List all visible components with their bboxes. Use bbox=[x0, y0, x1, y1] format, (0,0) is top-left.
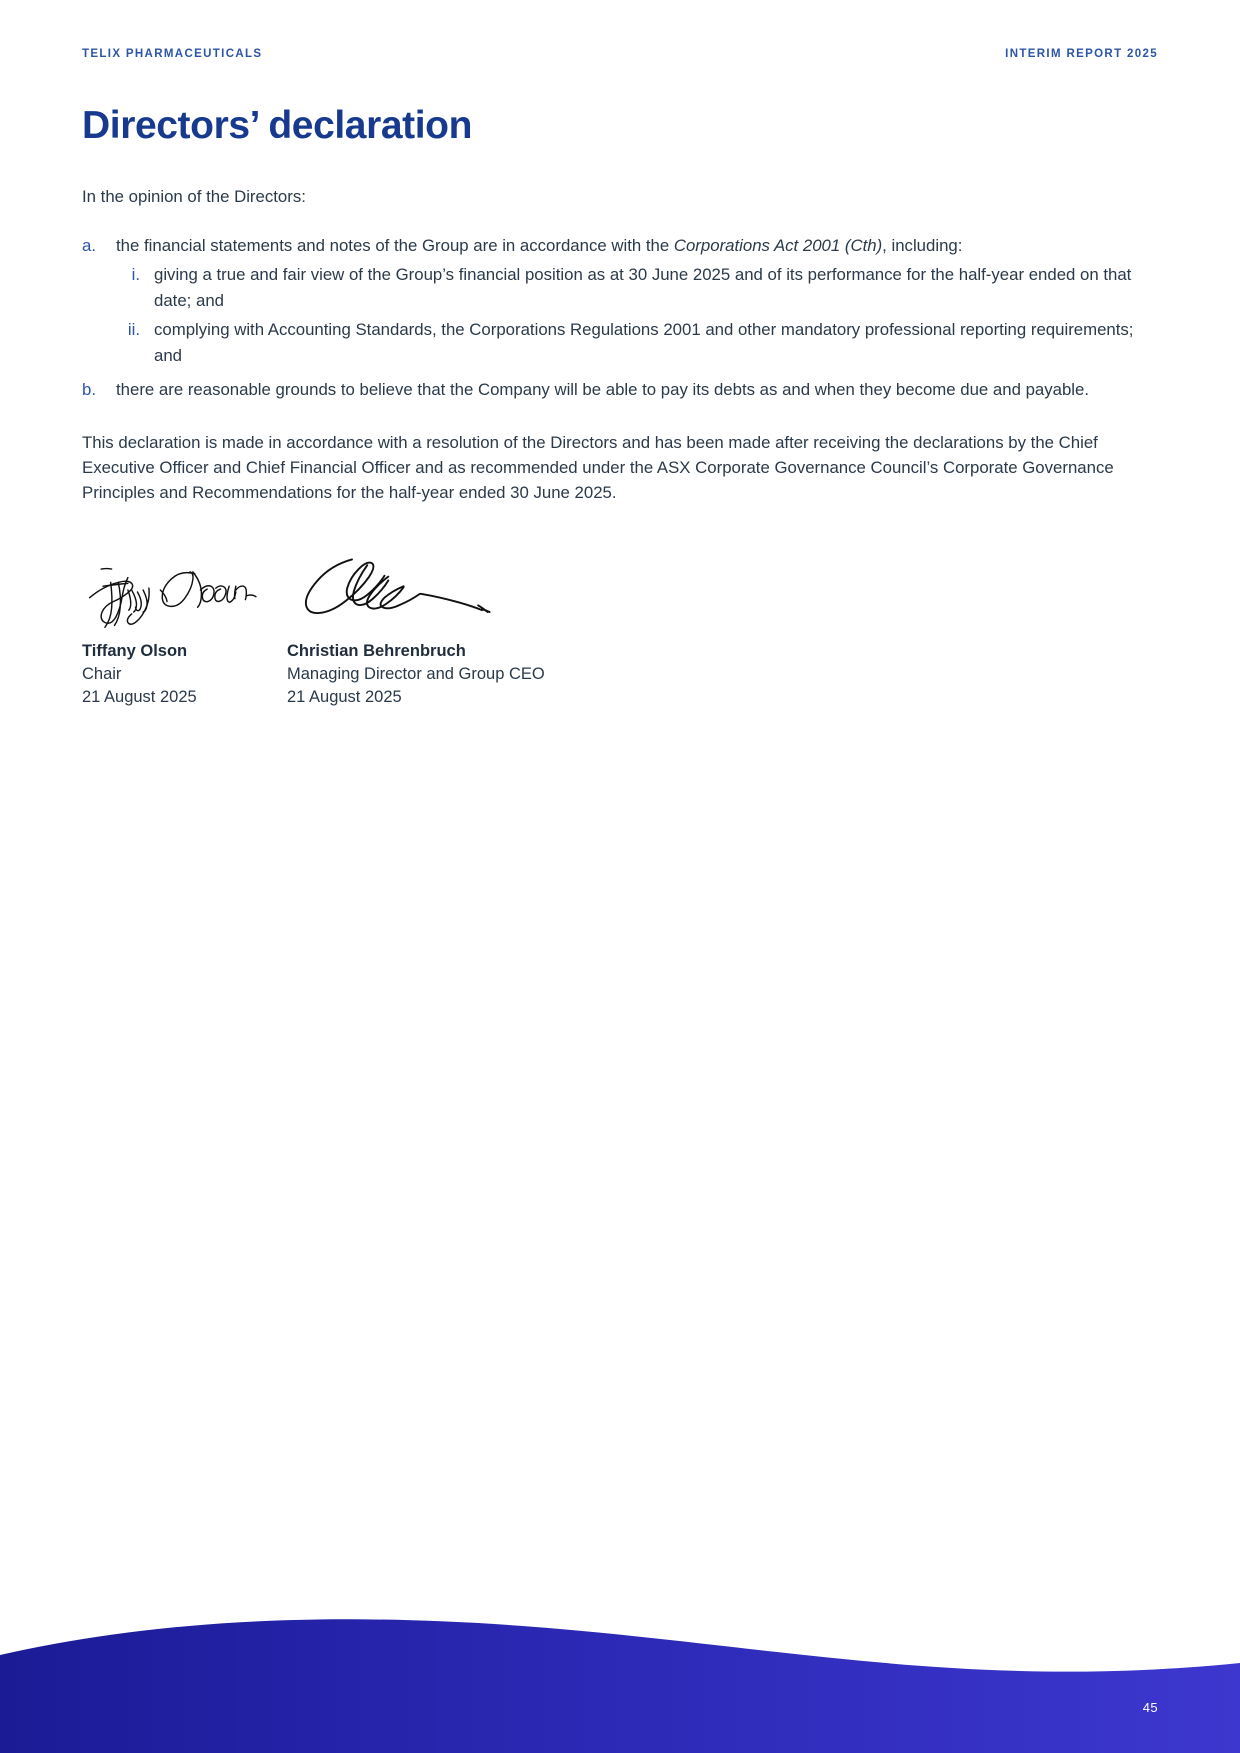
list-item-a bbox=[82, 233, 1158, 369]
declaration-list bbox=[82, 233, 1158, 402]
list-item-a-i-text: giving a true and fair view of the Group’s financial position as at 30 June 2025 and of its performance for the half-year ended on that date; and bbox=[154, 265, 1132, 310]
signatory-names-row bbox=[82, 640, 1158, 710]
list-item-b-text: there are reasonable grounds to believe that the Company will be able to pay its debts as and when they become due and payable. bbox=[116, 379, 1090, 399]
list-item-a-text bbox=[116, 236, 962, 255]
list-marker-ii: ii. bbox=[127, 320, 140, 340]
running-header bbox=[82, 48, 1158, 60]
closing-paragraph: This declaration is made in accordance with a resolution of the Directors and has been made after receiving the declarations by the Chief Executive Officer and Chief Financial Officer and as recommended under the ASX Corporate Governance Council’s Corporate Governance Principles and Recommendations for the half-year ended 30 June 2025. bbox=[82, 433, 1114, 503]
item-a-text-before: the financial statements and notes of the Group are in accordance with the bbox=[116, 235, 674, 255]
signatory-name: Tiffany Olson bbox=[82, 641, 188, 660]
signatory-date: 21 August 2025 bbox=[82, 688, 197, 707]
handwritten-signature-tiffany-olson-icon bbox=[82, 548, 283, 634]
list-item-a-ii bbox=[116, 317, 1158, 368]
item-a-act-citation: Corporations Act 2001 (Cth) bbox=[673, 235, 883, 255]
document-content bbox=[82, 104, 1158, 710]
handwritten-signature-christian-behrenbruch-icon bbox=[287, 548, 516, 634]
declaration-sublist bbox=[116, 262, 1158, 368]
page-title: Directors’ declaration bbox=[82, 104, 473, 147]
signature-block bbox=[82, 548, 1158, 634]
header-right-label: INTERIM REPORT 2025 bbox=[1005, 48, 1158, 60]
list-item-a-i bbox=[116, 262, 1158, 313]
header-left-label: TELIX PHARMACEUTICALS bbox=[82, 48, 263, 60]
signatory-role: Managing Director and Group CEO bbox=[287, 665, 545, 684]
list-marker-i: i. bbox=[131, 265, 140, 285]
page-number: 45 bbox=[1142, 1700, 1158, 1715]
lead-paragraph: In the opinion of the Directors: bbox=[82, 186, 306, 206]
signatory-details-christian-behrenbruch bbox=[287, 640, 707, 710]
signatory-details-tiffany-olson bbox=[82, 640, 287, 710]
list-item-a-ii-text: complying with Accounting Standards, the Corporations Regulations 2001 and other mandatory professional reporting requirements; and bbox=[154, 320, 1134, 365]
signature-column-tiffany-olson bbox=[82, 548, 287, 634]
item-a-text-after: , including: bbox=[882, 235, 963, 255]
signature-column-christian-behrenbruch bbox=[287, 548, 707, 634]
list-item-b bbox=[82, 377, 1158, 403]
list-marker-b: b. bbox=[82, 379, 96, 399]
footer-wave-decoration bbox=[0, 1603, 1240, 1753]
signatory-name: Christian Behrenbruch bbox=[287, 641, 466, 660]
signatory-role: Chair bbox=[82, 665, 122, 684]
signatory-date: 21 August 2025 bbox=[287, 688, 402, 707]
list-marker-a: a. bbox=[82, 235, 96, 255]
